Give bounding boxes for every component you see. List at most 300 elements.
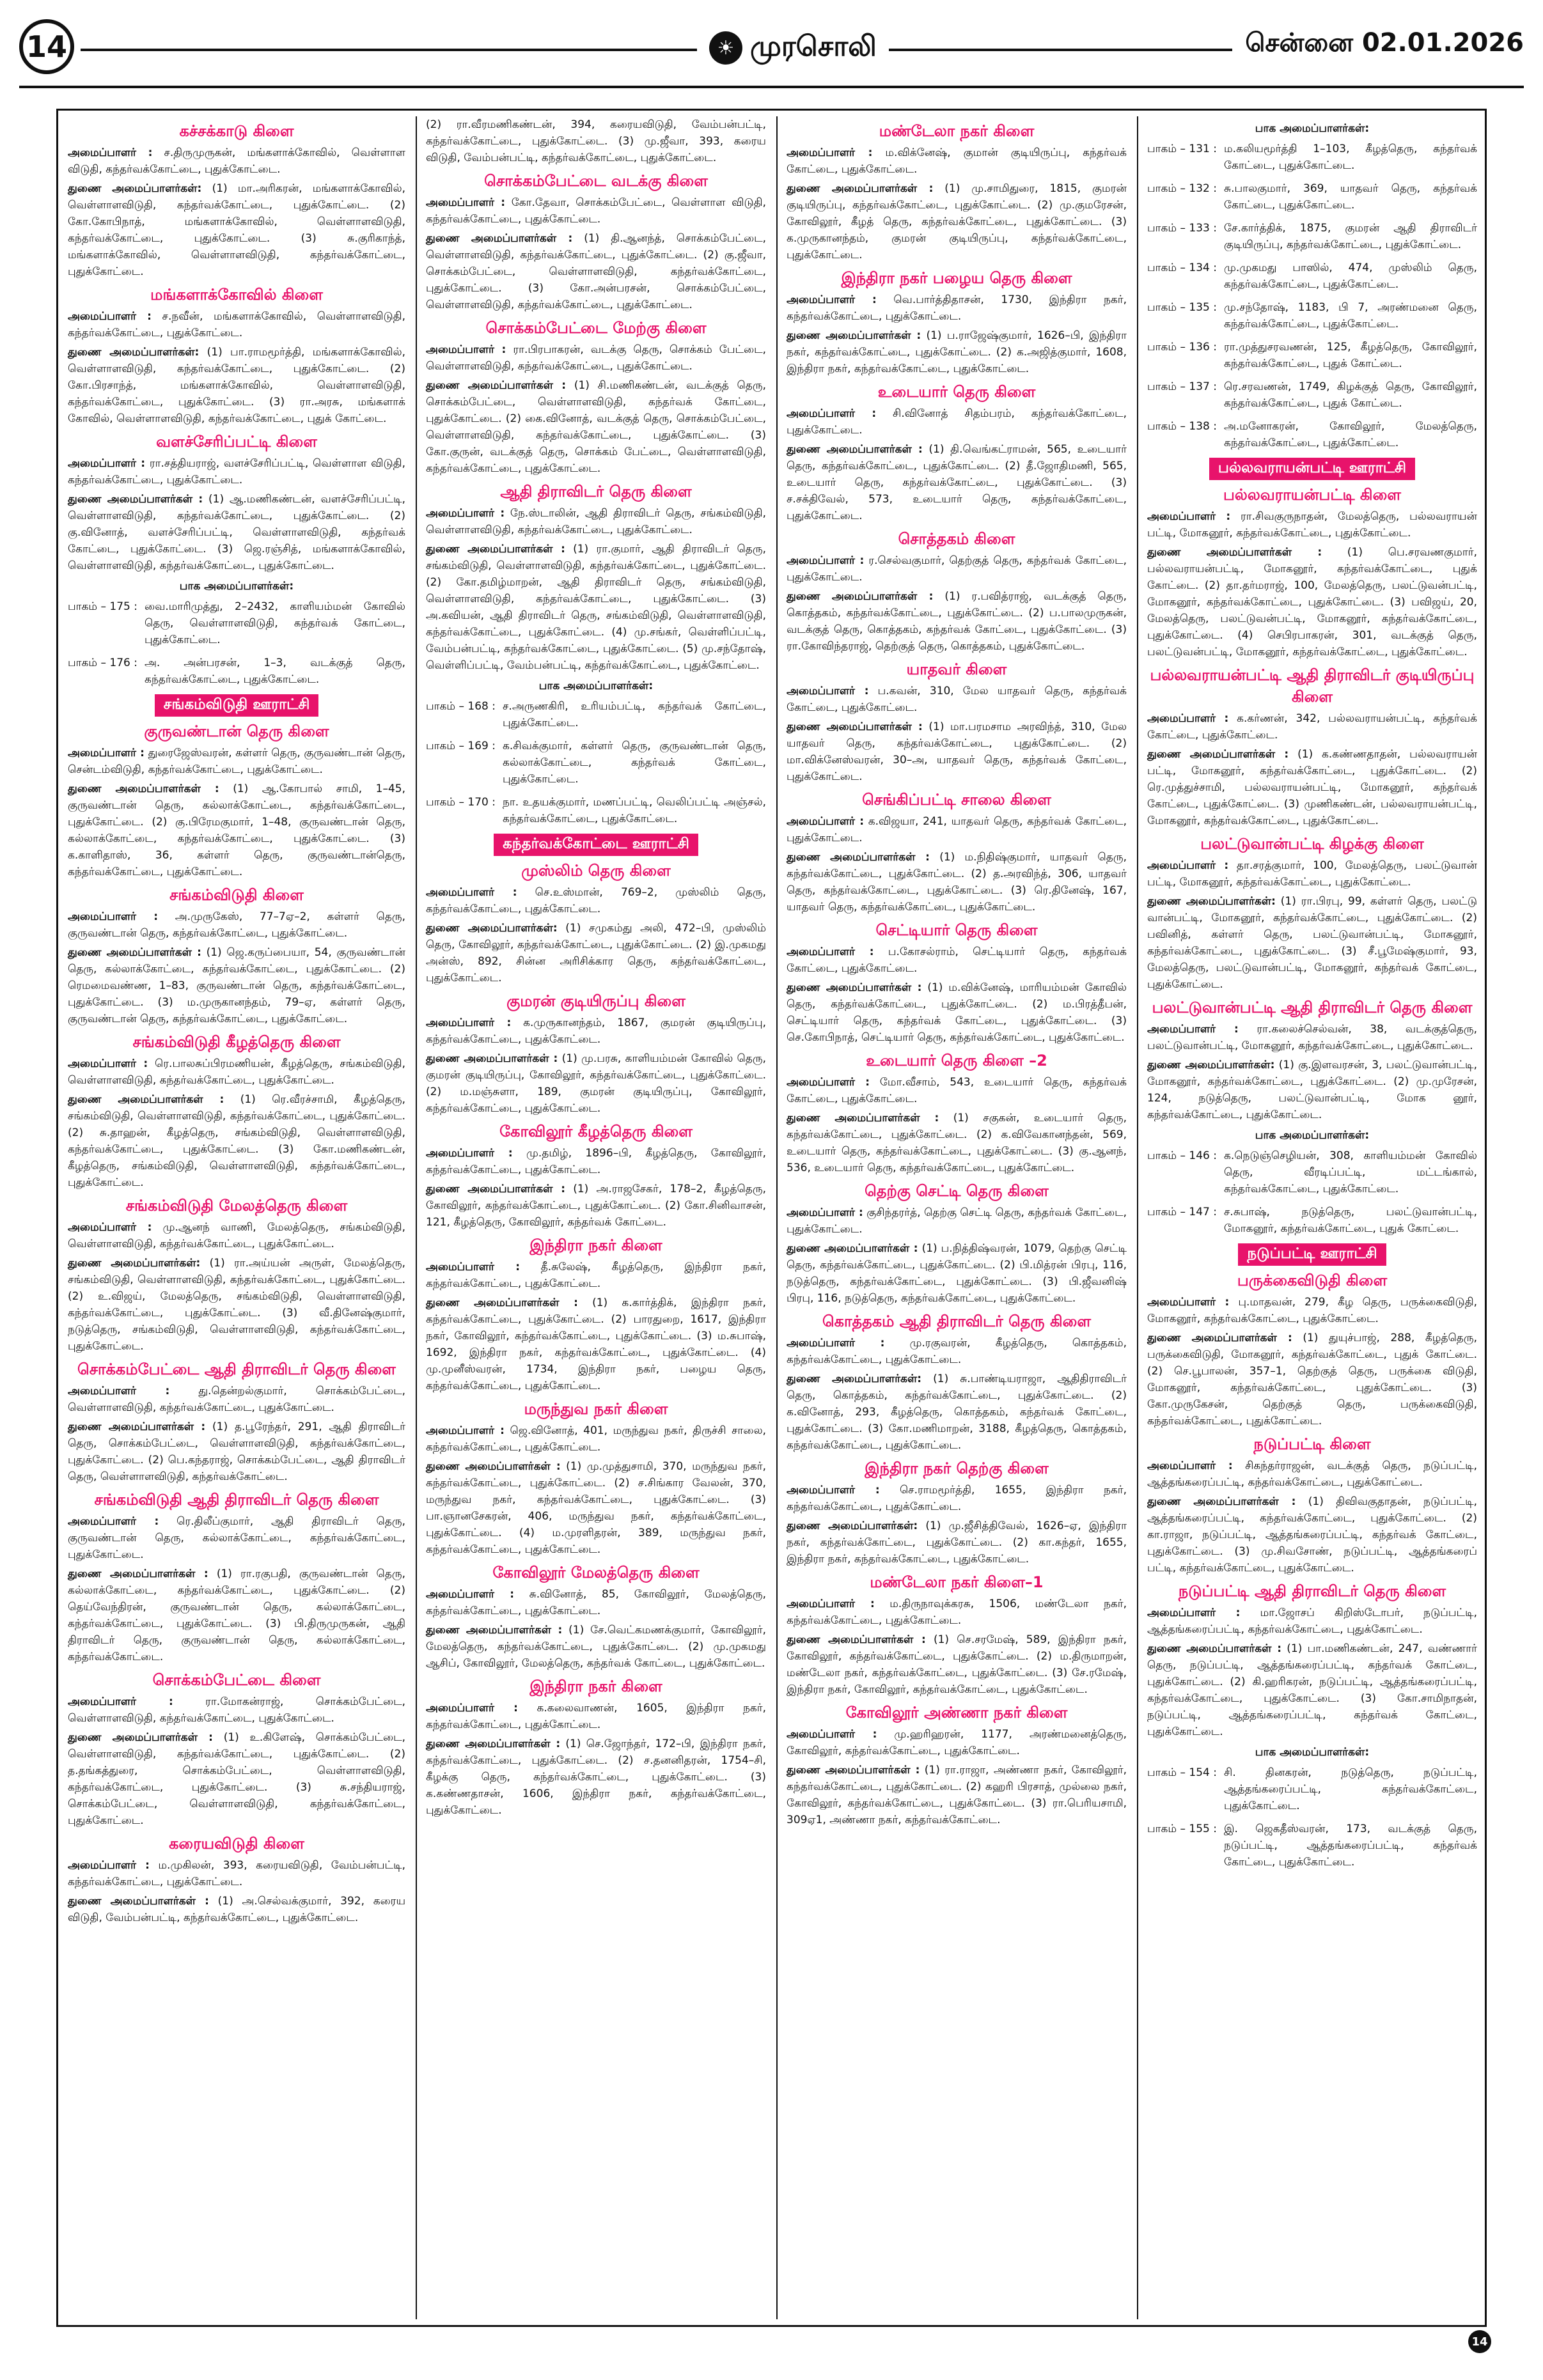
role-label: துணை அமைப்பாளர்கள் : <box>787 590 934 603</box>
member-entry <box>68 144 405 178</box>
member-entry <box>426 1622 766 1672</box>
entry-text: செ.ராமமூர்த்தி, 1655, இந்திரா நகர், கந்தர்வக்கோட்டை, புதுக்கோட்டை. <box>787 1484 1127 1513</box>
sub-heading: பாக அமைப்பாளர்கள்: <box>1255 1129 1370 1142</box>
entry-text: (1) ஜெ.கருப்பையா, 54, குருவண்டான் தெரு, கல்லாக்கோட்டை, கந்தர்வக்கோட்டை, புதுக்கோட்டை. (2) ரெமமைவண்ண, 1–83, குருவண்டான் தெரு, கந்தர்வக்கோட்டை, புதுக்கோட்டை. (3) ம.முருகானந்தம், 79–ஏ, கள்ளர் தெரு, குருவண்டான் தெரு, கந்தர்வக்கோட்டை, புதுக்கோட்டை. <box>68 946 406 1025</box>
member-entry <box>68 1419 405 1485</box>
member-entry <box>787 1110 1127 1176</box>
member-entry <box>1147 1294 1477 1327</box>
role-label: அமைப்பாளர் : <box>787 1598 875 1610</box>
entry-text: மு.ஆனந் வாணி, மேலத்தெரு, சங்கம்விடுதி, வெள்ளாளவிடுதி, கந்தர்வக்கோட்டை, புதுக்கோட்டை. <box>68 1221 406 1250</box>
panchayat-band: கந்தர்வக்கோட்டை ஊராட்சி <box>494 834 698 856</box>
bagam-row <box>1147 141 1477 174</box>
bagam-person: அ. அன்பரசன், 1–3, வடக்குத் தெரு, கந்தர்வக்கோட்டை, புதுக்கோட்டை. <box>145 657 405 686</box>
role-label: அமைப்பாளர் : <box>787 815 865 828</box>
column-divider <box>776 116 778 2319</box>
bagam-row <box>1147 260 1477 293</box>
role-label: துணை அமைப்பாளர்கள் : <box>68 1731 213 1744</box>
branch-heading: சங்கம்விடுதி கிளை <box>169 886 304 904</box>
member-entry <box>68 344 405 427</box>
member-entry <box>426 1586 766 1619</box>
member-entry <box>1147 1330 1477 1429</box>
member-entry <box>426 1015 766 1048</box>
role-label: துணை அமைப்பாளர்கள் : <box>68 1420 206 1433</box>
entry-text: (1) மா.அரிகரன், மங்களாக்கோவில், வெள்ளாளவிடுதி, கந்தர்வக்கோட்டை, புதுக்கோட்டை. (2) கோ.கோபிநாத், மங்களாக்கோவில், வெள்ளாளவிடுதி, கந்தர்வக்கோட்டை, புதுக்கோட்டை. (3) சு.குரிகாந்த், மங்களாக்கோவில், வெள்ளாளவிடுதி, கந்தர்வக்கோட்டை, புதுக்கோட்டை. <box>68 182 405 278</box>
entry-text: க.கலைவாணன், 1605, இந்திரா நகர், கந்தர்வக்கோட்டை, புதுக்கோட்டை. <box>426 1702 767 1731</box>
member-entry <box>787 552 1127 586</box>
member-entry <box>787 979 1127 1046</box>
entry-text: (1) திவிவகுதாதன், நடுப்பட்டி, ஆத்தங்கரைப்பட்டி, கந்தர்வக்கோட்டை, புதுக்கோட்டை. (2) கா.ராஜா, நடுப்பட்டி, ஆத்தங்கரைப்பட்டி, கந்தர்வக் கோட்டை, புதுக்கோட்டை. (3) மு.சிவசோண், நடுப்பட்டி, ஆத்தங்கரைப் பட்டி, கந்தர்வக்கோட்டை, புதுக்கோட்டை. <box>1147 1495 1478 1575</box>
role-label: துணை அமைப்பாளர்கள்: <box>68 1257 201 1270</box>
member-entry <box>787 849 1127 915</box>
panchayat-band: சங்கம்விடுதி ஊராட்சி <box>155 694 319 717</box>
role-label: அமைப்பாளர் : <box>426 507 505 520</box>
role-label: அமைப்பாளர் : <box>1147 510 1231 523</box>
member-entry <box>787 144 1127 178</box>
bagam-person: க.நெடுஞ்செழியன், 308, காளியம்மன் கோவில் தெரு, வீரடிப்பட்டி, மட்டங்கால், கந்தர்வக்கோட்டை, புதுக்கோட்டை. <box>1224 1149 1477 1195</box>
role-label: அமைப்பாளர் : <box>68 1859 150 1872</box>
member-entry <box>1147 746 1477 829</box>
branch-heading: முஸ்லிம் தெரு கிளை <box>521 862 671 880</box>
member-entry <box>426 1700 766 1733</box>
entry-text: குசிந்தரர்த், தெற்கு செட்டி தெரு, கந்தர்வக் கோட்டை, புதுக்கோட்டை. <box>787 1206 1127 1236</box>
entry-text: (1) அ.ராஜசேகர், 178–2, கீழத்தெரு, கோவிலூர், கந்தர்வக்கோட்டை, புதுக்கோட்டை. (2) கோ.சினிவாசன், 121, கீழத்தெரு, கோவிலூர், கந்தர்வக் கோட்டை. <box>426 1183 766 1229</box>
role-label: துணை அமைப்பாளர்கள்: <box>1147 1059 1275 1071</box>
member-entry <box>787 1204 1127 1238</box>
bagam-person: மு.முகமது பாஸில், 474, முஸ்லிம் தெரு, கந்தர்வக்கோட்டை, புதுக்கோட்டை. <box>1224 261 1477 291</box>
role-label: துணை அமைப்பாளர்கள் : <box>68 493 203 506</box>
bagam-person: சு.பாலகுமார், 369, யாதவர் தெரு, கந்தர்வக் கோட்டை, புதுக்கோட்டை. <box>1224 182 1477 212</box>
entry-text: ம.திருநாவுக்கரசு, 1506, மண்டேலா நகர், கந்தர்வக்கோட்டை, புதுக்கோட்டை. <box>787 1598 1127 1627</box>
role-label: அமைப்பாளர் : <box>787 1728 877 1741</box>
sub-heading: பாக அமைப்பாளர்கள்: <box>1255 122 1370 135</box>
entry-text: (1) ப.ராஜேஷ்குமார், 1626–பி, இந்திரா நகர், கந்தர்வக்கோட்டை, புதுக்கோட்டை. (2) க.அஜித்குமார், 1608, இந்திரா நகர், கந்தர்வக்கோட்டை, புதுக்கோட்டை. <box>787 329 1127 375</box>
bagam-number: பாகம் – 154 : <box>1147 1766 1217 1779</box>
role-label: துணை அமைப்பாளர்கள்: <box>426 922 558 935</box>
branch-heading: கோவிலூர் அண்ணா நகர் கிளை <box>845 1704 1068 1722</box>
branch-heading: மண்டேலா நகர் கிளை <box>879 122 1035 140</box>
role-label: துணை அமைப்பாளர்கள் : <box>787 182 934 195</box>
member-entry <box>426 1259 766 1292</box>
role-label: துணை அமைப்பாளர்கள் : <box>787 720 923 733</box>
bagam-person: அ.மனோகரன், கோவிலூர், மேலத்தெரு, கந்தர்வக்கோட்டை, புதுக்கோட்டை. <box>1224 420 1477 449</box>
role-label: துணை அமைப்பாளர்கள்: <box>68 182 202 195</box>
bagam-number: பாகம் – 137 : <box>1147 380 1217 393</box>
branch-heading: பல்லவராயன்பட்டி கிளை <box>1223 486 1401 504</box>
member-entry <box>1147 1605 1477 1638</box>
entry-text: (1) ரா.பிரபு, 99, கள்ளர் தெரு, பலட்டு வான்பட்டி, மோகனூர், கந்தர்வக்கோட்டை, புதுக்கோட்டை. (2) பவினித், கள்ளர் தெரு, பலட்டுவான்பட்டி, மோகனூர், கந்தர்வக்கோட்டை, புதுக்கோட்டை. (3) சீ.பூமேஷ்குமார், 93, மேலத்தெரு, பலட்டுவான்பட்டி, மோகனூர், கந்தர்வக் கோட்டை, புதுக்கோட்டை. <box>1147 895 1477 991</box>
column-divider <box>416 116 417 2319</box>
member-entry <box>1147 1458 1477 1491</box>
entry-text: (1) க.கார்த்திக், இந்திரா நகர், கந்தர்வக்கோட்டை, புதுக்கோட்டை. (2) பாரதுறை, 1617, இந்திரா நகர், கோவிலூர், கந்தர்வக்கோட்டை, புதுக்கோட்டை. (3) ம.சுபாஷ், 1692, இந்திரா நகர், கந்தர்வக்கோட்டை, புதுக்கோட்டை. (4) மு.முனீஸ்வரன், 1734, இந்திரா நகர், பழைய தெரு, கந்தர்வக்கோட்டை, புதுக்கோட்டை. <box>426 1296 767 1392</box>
member-entry <box>787 441 1127 524</box>
role-label: அமைப்பாளர் : <box>787 293 877 306</box>
branch-heading: இந்திரா நகர் கிளை <box>529 1236 662 1254</box>
role-label: துணை அமைப்பாளர்கள் : <box>426 1624 563 1637</box>
member-entry <box>68 455 405 488</box>
entry-text: (1) த.பூரேந்தர், 291, ஆதி திராவிடர் தெரு, சொக்கம்பேட்டை, வெள்ளாளவிடுதி, கந்தர்வக்கோட்டை, புதுக்கோட்டை. (2) பெ.கந்தராஜ், சொக்கம்பேட்டை, ஆதி திராவிடர் தெரு, வெள்ளாளவிடுதி, கந்தர்வக்கோட்டை. <box>68 1420 406 1483</box>
role-label: அமைப்பாளர் : <box>787 945 874 958</box>
entry-text: (1) ம.விக்னேஷ், மாரியம்மன் கோவில் தெரு, கந்தர்வக்கோட்டை, புதுக்கோட்டை. (2) ம.பிரத்தீபன், செட்டியார் தெரு, கந்தர்வக் கோட்டை, புதுக்கோட்டை. (3) செ.கோபிநாத், செட்டியார் தெரு, கந்தர்வக்கோட்டை, புதுக்கோட்டை. <box>787 981 1127 1044</box>
page-number-badge: 14 <box>19 19 74 74</box>
bagam-number: பாகம் – 133 : <box>1147 222 1217 235</box>
entry-text: மு.ஹரிஹரன், 1177, அரண்மனைத்தெரு, கோவிலூர், கந்தர்வக்கோட்டை, புதுக்கோட்டை. <box>787 1728 1127 1757</box>
member-entry <box>68 1566 405 1665</box>
paper-name: முரசொலி <box>750 29 877 63</box>
role-label: அமைப்பாளர் : <box>426 1016 512 1029</box>
member-entry <box>787 1596 1127 1629</box>
member-entry <box>426 230 766 313</box>
entry-text: ரா.பிரபாகரன், வடக்கு தெரு, சொக்கம் பேட்டை, வெள்ளாளவிடுதி, கந்தர்வக்கோட்டை, புதுக்கோட்டை. <box>426 343 767 373</box>
branch-heading: உடையார் தெரு கிளை <box>877 383 1036 401</box>
branch-heading: வளச்சேரிப்பட்டி கிளை <box>156 433 317 451</box>
member-entry <box>787 405 1127 439</box>
member-entry <box>68 1893 405 1926</box>
entry-text: ரெ.பாலசுப்பிரமணியன், கீழத்தெரு, சங்கம்விடுதி, வெள்ளாளவிடுதி, கந்தர்வக்கோட்டை, புதுக்கோட்டை. <box>68 1057 405 1087</box>
role-label: துணை அமைப்பாளர்கள் : <box>787 1764 920 1777</box>
bagam-number: பாகம் – 146 : <box>1147 1149 1217 1162</box>
entry-text: ஜெ.வினோத், 401, மருந்துவ நகர், திருச்சி சாலை, கந்தர்வக்கோட்டை, புதுக்கோட்டை. <box>426 1424 767 1454</box>
bagam-person: ச.அருணகிரி, உரியம்பட்டி, கந்தர்வக் கோட்டை, புதுக்கோட்டை. <box>503 700 766 729</box>
masthead <box>19 17 1524 88</box>
member-entry <box>426 920 766 986</box>
footer-page-number: 14 <box>1468 2330 1491 2353</box>
entry-text: மா.ஜோசப் கிறிஸ்டோபர், நடுப்பட்டி, ஆத்தங்கரைப்பட்டி, கந்தர்வக்கோட்டை, புதுக்கோட்டை. <box>1147 1606 1478 1636</box>
entry-text: (1) மா.பரமசாம அரவிந்த், 310, மேல யாதவர் தெரு, கந்தர்வக்கோட்டை, புதுக்கோட்டை. (2) மா.விக்னேஸ்வரன், 30–அ, யாதவர் தெரு, கந்தர்வக் கோட்டை, புதுக்கோட்டை. <box>787 720 1127 783</box>
member-entry <box>787 1762 1127 1828</box>
member-entry <box>787 944 1127 977</box>
role-label: அமைப்பாளர் : <box>68 1385 170 1397</box>
branch-heading: குமரன் குடியிருப்பு கிளை <box>506 992 685 1010</box>
bagam-number: பாகம் – 131 : <box>1147 143 1217 155</box>
bagam-row <box>1147 1204 1477 1237</box>
role-label: துணை அமைப்பாளர்கள் : <box>426 543 565 556</box>
member-entry <box>426 505 766 538</box>
member-entry <box>68 1255 405 1355</box>
entry-text: ச.திருமுருகன், மங்களாக்கோவில், வெள்ளாள விடுதி, கந்தர்வக்கோட்டை, புதுக்கோட்டை. <box>68 146 406 176</box>
role-label: துணை அமைப்பாளர்கள் : <box>68 782 219 795</box>
role-label: துணை அமைப்பாளர்கள் : <box>787 1633 926 1646</box>
entry-text: க.விஜயா, 241, யாதவர் தெரு, கந்தர்வக் கோட்டை, புதுக்கோட்டை. <box>787 815 1127 844</box>
member-entry <box>787 1240 1127 1307</box>
bagam-person: ரா.முத்துசரவணன், 125, கீழத்தெரு, கோவிலூர், கந்தர்வக்கோட்டை, புதுக் கோட்டை. <box>1224 341 1477 370</box>
member-entry <box>426 341 766 375</box>
entry-text: (1) சு.பாண்டியராஜா, ஆதிதிராவிடர் தெரு, கொத்தகம், கந்தர்வக்கோட்டை, புதுக்கோட்டை. (2) க.வினோத், 293, கீழத்தெரு, கொத்தகம், கந்தர்வக் கோட்டை, புதுக்கோட்டை. (3) கோ.மணிமாறன், 3188, கீழத்தெரு, கொத்தகம், கந்தர்வக்கோட்டை, புதுக்கோட்டை. <box>787 1373 1127 1452</box>
role-label: அமைப்பாளர் : <box>68 310 152 323</box>
bagam-person: நா. உதயக்குமார், மணப்பட்டி, வெலிப்பட்டி அஞ்சல், கந்தர்வக்கோட்டை, புதுக்கோட்டை. <box>503 796 766 825</box>
member-entry <box>787 180 1127 263</box>
role-label: அமைப்பாளர் : <box>426 1261 521 1273</box>
member-entry <box>68 1219 405 1252</box>
entry-text: (1) துயுச்பாஜ், 288, கீழத்தெரு, பருக்கைவிடுதி, மோகனூர், கந்தர்வக்கோட்டை, புதுக் கோட்டை. (2) செ.பூபாலன், 357–1, தெற்குத் தெரு, பருக்கை விடுதி, மோகனூர், கந்தர்வக்கோட்டை, புதுக்கோட்டை. (3) கோ.முருகேசன், தெற்குத் தெரு, பருக்கைவிடுதி, கந்தர்வக்கோட்டை, புதுக்கோட்டை. <box>1147 1332 1477 1427</box>
entry-text: (1) ரா.ரகுபதி, குருவண்டான் தெரு, கல்லாக்கோட்டை, கந்தர்வக்கோட்டை, புதுக்கோட்டை. (2) தெய்வேந்திரன், குருவண்டான் தெரு, கல்லாக்கோட்டை, கந்தர்வக்கோட்டை, புதுக்கோட்டை. (3) பி.திருமுருகன், ஆதி திராவிடர் தெரு, குருவண்டான் தெரு, கல்லாக்கோட்டை, கந்தர்வக்கோட்டை. <box>68 1567 406 1663</box>
branch-heading: மண்டேலா நகர் கிளை–1 <box>870 1573 1044 1591</box>
sub-heading: பாக அமைப்பாளர்கள்: <box>1255 1746 1370 1759</box>
issue-date: சென்னை 02.01.2026 <box>1232 28 1524 61</box>
branch-heading: ஆதி திராவிடர் தெரு கிளை <box>500 483 692 501</box>
panchayat-band: பல்லவராயன்பட்டி ஊராட்சி <box>1209 458 1415 480</box>
bagam-person: மு.சந்தோஷ், 1183, பி 7, அரண்மனை தெரு, கந்தர்வக்கோட்டை, புதுக்கோட்டை. <box>1224 301 1477 331</box>
bagam-number: பாகம் – 138 : <box>1147 420 1217 433</box>
member-entry <box>1147 1021 1477 1054</box>
entry-text: வெ.பார்த்திதாசன், 1730, இந்திரா நகர், கந்தர்வக்கோட்டை, புதுக்கோட்டை. <box>787 293 1127 323</box>
role-label: துணை அமைப்பாளர்கள்: <box>68 346 200 359</box>
entry-text: (1) செ.ஜோந்தர், 172–பி, இந்திரா நகர், கந்தர்வக்கோட்டை, புதுக்கோட்டை. (2) ச.தனனிதரன், 1754–சி, கீழக்கு தெரு, கந்தர்வக்கோட்டை, புதுக்கோட்டை. (3) க.கண்ணதாசன், 1606, இந்திரா நகர், கந்தர்வக்கோட்டை, புதுக்கோட்டை. <box>426 1738 766 1817</box>
role-label: துணை அமைப்பாளர்கள் : <box>787 443 923 456</box>
bagam-person: சே.கார்த்திக், 1875, குமரன் ஆதி திராவிடர் குடியிருப்பு, கந்தர்வக்கோட்டை, புதுக்கோட்டை. <box>1224 222 1477 251</box>
branch-heading: பருக்கைவிடுதி கிளை <box>1237 1272 1388 1289</box>
role-label: அமைப்பாளர் : <box>426 343 506 356</box>
bagam-number: பாகம் – 134 : <box>1147 261 1217 274</box>
masthead-title <box>697 26 889 70</box>
branch-heading: உடையார் தெரு கிளை –2 <box>866 1052 1047 1069</box>
role-label: அமைப்பாளர் : <box>787 1337 885 1349</box>
role-label: அமைப்பாளர் : <box>68 1221 152 1234</box>
member-entry <box>787 1726 1127 1759</box>
member-entry <box>1147 1640 1477 1740</box>
member-entry <box>68 908 405 942</box>
entry-text: (1) க.கண்ணதாதன், பல்லவராயன் பட்டி, மோகனூர், கந்தர்வக்கோட்டை, புதுக்கோட்டை. (2) ரெ.முத்துச்சாமி, பல்லவராயன்பட்டி, மோகனூர், கந்தர்வக் கோட்டை, புதுக்கோட்டை. (3) முணிகண்டன், பல்லவராயன்பட்டி, மோகனூர், கந்தர்வக்கோட்டை, புதுக்கோட்டை. <box>1147 748 1478 827</box>
role-label: துணை அமைப்பாளர்கள் : <box>1147 546 1322 559</box>
role-label: அமைப்பாளர் : <box>1147 1296 1230 1309</box>
member-entry <box>68 781 405 880</box>
column-3 <box>779 116 1134 2319</box>
bagam-person: ம.கலியமூர்த்தி 1–103, கீழத்தெரு, கந்தர்வக் கோட்டை, புதுக்கோட்டை. <box>1224 143 1477 172</box>
member-entry <box>787 1631 1127 1698</box>
member-entry <box>787 813 1127 846</box>
branch-heading: தெற்கு செட்டி தெரு கிளை <box>865 1182 1049 1200</box>
bagam-number: பாகம் – 169 : <box>426 740 496 752</box>
role-label: அமைப்பாளர் : <box>1147 1023 1239 1036</box>
entry-text: (1) தி.ஆனந்த், சொக்கம்பேட்டை, வெள்ளாளவிடுதி, கந்தர்வக்கோட்டை, புதுக்கோட்டை. (2) கு.ஜீவா, சொக்கம்பேட்டை, வெள்ளாளவிடுதி, கந்தர்வக்கோட்டை, புதுக்கோட்டை. (3) கோ.அன்பரசன், சொக்கம்பேட்டை, வெள்ளாளவிடுதி, கந்தர்வக்கோட்டை, புதுக்கோட்டை. <box>426 232 767 311</box>
bagam-number: பாகம் – 176 : <box>68 657 137 669</box>
entry-text: (1) ஆ.மணிகண்டன், வளச்சேரிப்பட்டி, வெள்ளாளவிடுதி, கந்தர்வக்கோட்டை, புதுக்கோட்டை. (2) கு.வினோத், வளச்சேரிப்பட்டி, வெள்ளாளவிடுதி, கந்தர்வக் கோட்டை, புதுக்கோட்டை. (3) ஜெ.ரஞ்சித், மங்களாக்கோவில், வெள்ளாளவிடுதி, கந்தர்வக்கோட்டை, புதுக்கோட்டை. <box>68 493 405 572</box>
member-entry <box>787 588 1127 655</box>
member-entry <box>1147 1057 1477 1123</box>
entry-text: ம.விக்னேஷ், குமான் குடியிருப்பு, கந்தர்வக் கோட்டை, புதுக்கோட்டை. <box>787 146 1127 176</box>
member-entry <box>68 180 405 280</box>
branch-heading: இந்திரா நகர் கிளை <box>529 1677 662 1695</box>
member-entry <box>68 1693 405 1727</box>
role-label: துணை அமைப்பாளர்கள் : <box>787 981 922 994</box>
role-label: அமைப்பாளர் : <box>426 1588 515 1601</box>
member-entry <box>426 884 766 917</box>
entry-text: ரா.சத்தியராஜ், வளச்சேரிப்பட்டி, வெள்ளாள விடுதி, கந்தர்வக்கோட்டை, புதுக்கோட்டை. <box>68 457 406 486</box>
branch-heading: சொத்தகம் கிளை <box>898 530 1015 548</box>
entry-text: ப.கோசல்ராம், செட்டியார் தெரு, கந்தர்வக் கோட்டை, புதுக்கோட்டை. <box>787 945 1127 975</box>
member-entry <box>787 327 1127 377</box>
branch-heading: யாதவர் கிளை <box>906 660 1007 678</box>
branch-heading: சங்கம்விடுதி ஆதி திராவிடர் தெரு கிளை <box>94 1491 379 1509</box>
member-entry <box>68 1383 405 1416</box>
role-label: அமைப்பாளர் : <box>68 1057 148 1070</box>
bagam-number: பாகம் – 132 : <box>1147 182 1217 195</box>
branch-heading: கச்சக்காடு கிளை <box>179 122 294 140</box>
member-entry <box>1147 710 1477 743</box>
bagam-row <box>1147 1821 1477 1871</box>
role-label: துணை அமைப்பாளர்கள் : <box>426 379 567 392</box>
role-label: அமைப்பாளர் : <box>68 747 145 759</box>
role-label: துணை அமைப்பாளர்கள்: <box>787 1520 918 1532</box>
entry-text: க.கர்ணன், 342, பல்லவராயன்பட்டி, கந்தர்வக் கோட்டை, புதுக்கோட்டை. <box>1147 712 1478 742</box>
entry-text: மோ.வீசாம், 543, உடையார் தெரு, கந்தர்வக் கோட்டை, புதுக்கோட்டை. <box>787 1076 1127 1105</box>
entry-text: ப.கவன், 310, மேல யாதவர் தெரு, கந்தர்வக் கோட்டை, புதுக்கோட்டை. <box>787 685 1127 714</box>
member-entry <box>426 1145 766 1178</box>
member-entry <box>1147 893 1477 993</box>
bagam-person: இ. ஜெகதீஸ்வரன், 173, வடக்குத் தெரு, நடுப்பட்டி, ஆத்தங்கரைப்பட்டி, கந்தர்வக் கோட்டை, புதுக்கோட்டை. <box>1224 1823 1477 1869</box>
role-label: துணை அமைப்பாளர்கள்: <box>1147 895 1276 908</box>
entry-text: செ.உஸ்மான், 769–2, முஸ்லிம் தெரு, கந்தர்வக்கோட்டை, புதுக்கோட்டை. <box>426 886 766 915</box>
member-entry <box>787 683 1127 716</box>
entry-text: (1) கு.இளவரசன், 3, பலட்டுவான்பட்டி, மோகனூர், கந்தர்வக்கோட்டை, புதுக்கோட்டை. (2) மு.முரேசன், 124, நடுத்தெரு, பலட்டுவான்பட்டி, மோக னூர், கந்தர்வக்கோட்டை, புதுக்கோட்டை. <box>1147 1059 1477 1121</box>
role-label: துணை அமைப்பாளர்கள் : <box>1147 1495 1296 1508</box>
role-label: அமைப்பாளர் : <box>426 1424 505 1437</box>
bagam-row <box>426 794 766 827</box>
branch-heading: செட்டியார் தெரு கிளை <box>875 921 1038 939</box>
role-label: அமைப்பாளர் : <box>426 1147 513 1160</box>
branch-heading: பலட்டுவான்பட்டி கிழக்கு கிளை <box>1200 835 1424 853</box>
entry-text: (1) ம.நிதிஷ்குமார், யாதவர் தெரு, கந்தர்வக்கோட்டை, புதுக்கோட்டை. (2) த.அரவிந்த், 306, யாதவர் தெரு, கந்தர்வக்கோட்டை, புதுக்கோட்டை. (3) ரெ.தினேஷ், 167, யாதவர் தெரு, கந்தர்வக்கோட்டை, புதுக்கோட்டை. <box>787 851 1127 914</box>
entry-text: மு.தமிழ், 1896–பி, கீழத்தெரு, கோவிலூர், கந்தர்வக்கோட்டை, புதுக்கோட்டை. <box>426 1147 767 1176</box>
bagam-number: பாகம் – 147 : <box>1147 1206 1217 1218</box>
entry-text: சிகந்தர்ராஜன், வடக்குத் தெரு, நடுப்பட்டி, ஆத்தங்கரைப்பட்டி, கந்தர்வக்கோட்டை, புதுக்கோட்டை. <box>1147 1459 1478 1489</box>
entry-text: க.முருகானந்தம், 1867, குமரன் குடியிருப்பு, கந்தர்வக்கோட்டை, புதுக்கோட்டை. <box>426 1016 767 1046</box>
entry-text: ரெ.திலீப்குமார், ஆதி திராவிடர் தெரு, குருவண்டான் தெரு, கல்லாக்கோட்டை, கந்தர்வக்கோட்டை, புதுக்கோட்டை. <box>68 1515 406 1561</box>
branch-heading: இந்திரா நகர் தெற்கு கிளை <box>865 1459 1049 1477</box>
bagam-person: ரெ.சரவணன், 1749, கிழக்குத் தெரு, கோவிலூர், கந்தர்வக்கோட்டை, புதுக் கோட்டை. <box>1224 380 1477 410</box>
branch-heading: நடுப்பட்டி ஆதி திராவிடர் தெரு கிளை <box>1178 1582 1446 1600</box>
bagam-row <box>1147 339 1477 372</box>
role-label: அமைப்பாளர் : <box>1147 1606 1241 1619</box>
column-1 <box>60 116 413 2319</box>
branch-heading: சங்கம்விடுதி மேலத்தெரு கிளை <box>125 1197 348 1215</box>
entry-text: நே.ஸ்டாலின், ஆதி திராவிடர் தெரு, சங்கம்விடுதி, வெள்ளாளவிடுதி, கந்தர்வக்கோட்டை, புதுக்கோட்டை. <box>426 507 767 536</box>
role-label: அமைப்பாளர் : <box>68 1695 173 1708</box>
panchayat-band: நடுப்பட்டி ஊராட்சி <box>1238 1243 1386 1266</box>
role-label: அமைப்பாளர் : <box>787 554 865 567</box>
member-entry <box>68 1091 405 1191</box>
bagam-number: பாகம் – 175 : <box>68 600 137 613</box>
role-label: துணை அமைப்பாளர்கள் : <box>1147 1332 1292 1344</box>
bagam-row <box>68 655 405 688</box>
entry-text: (1) ரா.அய்யன் அருள், மேலத்தெரு, சங்கம்விடுதி, வெள்ளாளவிடுதி, கந்தர்வக்கோட்டை, புதுக்கோட்டை. (2) உ.விஜய், மேலத்தெரு, சங்கம்விடுதி, வெள்ளாளவிடுதி, கந்தர்வக்கோட்டை, புதுக்கோட்டை. (3) வீ.தினேஷ்குமார், நடுத்தெரு, சங்கம்விடுதி, வெள்ளாளவிடுதி, கந்தர்வக்கோட்டை, புதுக்கோட்டை. <box>68 1257 405 1353</box>
entry-text: (1) செ.சரமேஷ், 589, இந்திரா நகர், கோவிலூர், கந்தர்வக்கோட்டை, புதுக்கோட்டை. (2) ம.திருமாறன், மண்டேலா நகர், கந்தர்வக்கோட்டை, புதுக்கோட்டை. (3) சே.ரமேஷ், இந்திரா நகர், கோவிலூர், கந்தர்வக்கோட்டை, புதுக்கோட்டை. <box>787 1633 1127 1696</box>
bagam-row <box>1147 1147 1477 1197</box>
member-entry <box>787 1074 1127 1107</box>
role-label: அமைப்பாளர் : <box>426 886 517 899</box>
role-label: அமைப்பாளர் : <box>787 1484 880 1497</box>
sub-heading: பாக அமைப்பாளர்கள்: <box>179 580 294 593</box>
member-entry <box>68 944 405 1027</box>
member-entry <box>68 745 405 778</box>
bagam-row <box>1147 1764 1477 1814</box>
bagam-row <box>68 598 405 648</box>
bagam-number: பாகம் – 136 : <box>1147 341 1217 354</box>
sub-heading: பாக அமைப்பாளர்கள்: <box>538 680 654 692</box>
entry-text: (1) ஆ.கோபால் சாமி, 1–45, குருவண்டான் தெரு, கல்லாக்கோட்டை, கந்தர்வக்கோட்டை, புதுக்கோட்டை. (2) கு.பிரேமகுமார், 1–48, குருவண்டான் தெரு, கல்லாக்கோட்டை, கந்தர்வக்கோட்டை, புதுக்கோட்டை. (3) க.காளிதாஸ், 36, கள்ளர் தெரு, குருவண்டான்தெரு, கந்தர்வக்கோட்டை, புதுக்கோட்டை. <box>68 782 406 878</box>
bagam-number: பாகம் – 155 : <box>1147 1823 1217 1835</box>
masthead-rule-left <box>81 49 697 51</box>
role-label: துணை அமைப்பாளர்கள் : <box>426 1460 561 1473</box>
bagam-row <box>426 698 766 731</box>
entry-text: (1) பா.மணிகண்டன், 247, வண்ணார் தெரு, நடுப்பட்டி, ஆத்தங்கரைப்பட்டி, கந்தர்வக் கோட்டை, புதுக்கோட்டை. (2) கி.ஹரிகரன், நடுப்பட்டி, ஆத்தங்கரைப்பட்டி, கந்தர்வக்கோட்டை, புதுக்கோட்டை. (3) கோ.சாமிநாதன், நடுப்பட்டி, ஆத்தங்கரைப்பட்டி, கந்தர்வக் கோட்டை, புதுக்கோட்டை. <box>1147 1642 1478 1738</box>
member-entry <box>426 1295 766 1394</box>
bagam-person: க.சிவக்குமார், கள்ளர் தெரு, குருவண்டான் தெரு, கல்லாக்கோட்டை, கந்தர்வக் கோட்டை, புதுக்கோட்டை. <box>503 740 766 786</box>
member-entry <box>426 116 766 166</box>
branch-heading: கொத்தகம் ஆதி திராவிடர் தெரு கிளை <box>822 1312 1092 1330</box>
bagam-row <box>1147 418 1477 451</box>
member-entry <box>426 377 766 477</box>
role-label: அமைப்பாளர் : <box>787 407 877 420</box>
member-entry <box>68 1857 405 1890</box>
role-label: அமைப்பாளர் : <box>426 1702 518 1715</box>
role-label: துணை அமைப்பாளர்கள் : <box>787 1112 939 1124</box>
member-entry <box>1147 508 1477 541</box>
entry-text: பு.மாதவன், 279, கீழ தெரு, பருக்கைவிடுதி, மோகனூர், கந்தர்வக்கோட்டை, புதுக்கோட்டை. <box>1147 1296 1478 1325</box>
role-label: அமைப்பாளர் : <box>426 196 506 209</box>
entry-text: ம.முகிலன், 393, கரையவிடுதி, வேம்பன்பட்டி, கந்தர்வக்கோட்டை, புதுக்கோட்டை. <box>68 1859 406 1888</box>
entry-text: ச.நவீன், மங்களாக்கோவில், வெள்ளாளவிடுதி, கந்தர்வக்கோட்டை, புதுக்கோட்டை. <box>68 310 406 339</box>
branch-heading: கரையவிடுதி கிளை <box>169 1835 304 1853</box>
member-entry <box>426 194 766 228</box>
role-label: துணை அமைப்பாளர்கள் : <box>68 946 201 959</box>
entry-text: (2) ரா.வீரமணிகண்டன், 394, கரையவிடுதி, வேம்பன்பட்டி, கந்தர்வக்கோட்டை, புதுக்கோட்டை. (3) மு.ஜீவா, 393, கரைய விடுதி, வேம்பன்பட்டி, கந்தர்வக்கோட்டை, புதுக்கோட்டை. <box>426 118 766 164</box>
entry-text: (1) பா.ராமமூர்த்தி, மங்களாக்கோவில், வெள்ளாளவிடுதி, கந்தர்வக்கோட்டை, புதுக்கோட்டை. (2) கோ.பிரசாந்த், மங்களாக்கோவில், வெள்ளாளவிடுதி, கந்தர்வக்கோட்டை, புதுக்கோட்டை. (3) ரா.அரசு, மங்களாக் கோவில், வெள்ளாளவிடுதி, கந்தர்வக்கோட்டை, புதுக் கோட்டை. <box>68 346 405 425</box>
role-label: துணை அமைப்பாளர்கள் : <box>787 851 930 864</box>
branch-heading: பல்லவராயன்பட்டி ஆதி திராவிடர் குடியிருப்பு கிளை <box>1150 666 1475 706</box>
entry-text: ரா.சிவகுருநாதன், மேலத்தெரு, பல்லவராயன் பட்டி, மோகனூர், கந்தர்வக்கோட்டை, புதுக்கோட்டை. <box>1147 510 1477 540</box>
branch-heading: சொக்கம்பேட்டை வடக்கு கிளை <box>484 172 708 190</box>
role-label: துணை அமைப்பாளர்கள் : <box>426 232 573 245</box>
branch-heading: செங்கிப்பட்டி சாலை கிளை <box>862 791 1051 809</box>
bagam-row <box>1147 180 1477 214</box>
entry-text: (1) சி.மணிகண்டன், வடக்குத் தெரு, சொக்கம்பேட்டை, வெள்ளாளவிடுதி, கந்தர்வக் கோட்டை, புதுக்கோட்டை. (2) கை.வினோத், வடக்குத் தெரு, சொக்கம்பேட்டை, வெள்ளாளவிடுதி, கந்தர்வக்கோட்டை, புதுக்கோட்டை. (3) கோ.குருன், வடக்குத் தெரு, சொக்கம் பேட்டை, வெள்ளாளவிடுதி, கந்தர்வக்கோட்டை, புதுக்கோட்டை. <box>426 379 767 475</box>
bagam-person: ச.சுபாஷ், நடுத்தெரு, பலட்டுவான்பட்டி, மோகனூர், கந்தர்வக்கோட்டை, புதுக் கோட்டை. <box>1224 1206 1477 1235</box>
entry-text: (1) சகுகன், உடையார் தெரு, கந்தர்வக்கோட்டை, புதுக்கோட்டை. (2) க.விவேகானந்தன், 569, உடையார் தெரு, கந்தர்வக்கோட்டை, புதுக்கோட்டை. (3) கு.ஆனந், 536, உடையார் தெரு, கந்தர்வக்கோட்டை, புதுக்கோட்டை. <box>787 1112 1127 1174</box>
entry-text: சி.வினோத் சிதம்பரம், கந்தர்வக்கோட்டை, புதுக்கோட்டை. <box>787 407 1127 437</box>
entry-text: ரா.கலைச்செல்வன், 38, வடக்குத்தெரு, பலட்டுவான்பட்டி, மோகனூர், கந்தர்வக்கோட்டை, புதுக்கோட்டை. <box>1147 1023 1478 1052</box>
branch-heading: கோவிலூர் கீழத்தெரு கிளை <box>499 1123 693 1140</box>
member-entry <box>426 541 766 674</box>
entry-text: சு.வினோத், 85, கோவிலூர், மேலத்தெரு, கந்தர்வக்கோட்டை, புதுக்கோட்டை. <box>426 1588 766 1617</box>
entry-text: (1) உ.கிளேஷ், சொக்கம்பேட்டை, வெள்ளாளவிடுதி, கந்தர்வக்கோட்டை, புதுக்கோட்டை. (2) த.தங்கத்துரை, சொக்கம்பேட்டை, வெள்ளாளவிடுதி, கந்தர்வக்கோட்டை, புதுக்கோட்டை. (3) சு.சந்தியராஜ், சொக்கம்பேட்டை, வெள்ளாளவிடுதி, கந்தர்வக்கோட்டை, புதுக்கோட்டை. <box>68 1731 406 1827</box>
entry-text: (1) மு.பரசு, காளியம்மன் கோவில் தெரு, குமரன் குடியிருப்பு, கோவிலூர், கந்தர்வக்கோட்டை, புதுக்கோட்டை. (2) ம.மஞ்சுளா, 189, குமரன் குடியிருப்பு, கோவிலூர், கந்தர்வக்கோட்டை, புதுக்கோட்டை. <box>426 1052 767 1115</box>
role-label: துணை அமைப்பாளர்கள்: <box>787 1373 922 1385</box>
entry-text: (1) மு.ஜீசித்திவேல், 1626–ஏ, இந்திரா நகர், கந்தர்வக்கோட்டை, புதுக்கோட்டை. (2) கா.கந்தர், 1655, இந்திரா நகர், கந்தர்வக்கோட்டை, புதுக்கோட்டை. <box>787 1520 1127 1566</box>
member-entry <box>68 1513 405 1563</box>
entry-text: (1) சமுகம்து அலி, 472–பி, முஸ்லிம் தெரு, கோவிலூர், கந்தர்வக்கோட்டை, புதுக்கோட்டை. (2) இ.முகமது அன்ஸ், 892, சின்ன அரிசிக்கார தெரு, கந்தர்வக்கோட்டை, புதுக்கோட்டை. <box>426 922 767 984</box>
member-entry <box>1147 1493 1477 1576</box>
bagam-number: பாகம் – 170 : <box>426 796 496 809</box>
member-entry <box>426 1458 766 1558</box>
entry-text: (1) ரா.ராஜா, அண்ணா நகர், கோவிலூர், கந்தர்வக்கோட்டை, புதுக்கோட்டை. (2) கஹரி பிரசாத், முல்லை நகர், கோவிலூர், கந்தர்வக்கோட்டை, புதுக்கோட்டை. (3) ரா.பெரியசாமி, 309ஏ1, அண்ணா நகர், கந்தர்வக்கோட்டை. <box>787 1764 1127 1826</box>
entry-text: கோ.தேவா, சொக்கம்பேட்டை, வெள்ளாள விடுதி, கந்தர்வக்கோட்டை, புதுக்கோட்டை. <box>426 196 767 226</box>
member-entry <box>1147 857 1477 891</box>
member-entry <box>787 1518 1127 1567</box>
column-divider <box>1137 116 1138 2319</box>
entry-text: அ.முருகேஸ், 77–7ஏ–2, கள்ளர் தெரு, குருவண்டான் தெரு, கந்தர்வக்கோட்டை, புதுக்கோட்டை. <box>68 910 406 940</box>
role-label: அமைப்பாளர் : <box>787 1206 863 1219</box>
member-entry <box>68 308 405 341</box>
entry-text: மு.ரகுவரன், கீழத்தெரு, கொத்தகம், கந்தர்வக்கோட்டை, புதுக்கோட்டை. <box>787 1337 1127 1366</box>
branch-heading: சங்கம்விடுதி கீழத்தெரு கிளை <box>132 1033 341 1051</box>
entry-text: (1) ப.நித்திஷ்வரன், 1079, தெற்கு செட்டி தெரு, கந்தர்வக்கோட்டை, புதுக்கோட்டை. (2) பி.மித்ரன் பிரபு, 116, நடுத்தெரு, கந்தர்வக்கோட்டை, புதுக்கோட்டை. (3) பி.ஜீவனிஷ் பிரபு, 116, நடுத்தெரு, கந்தர்வக்கோட்டை, புதுக்கோட்டை. <box>787 1242 1127 1305</box>
member-entry <box>68 1055 405 1089</box>
role-label: அமைப்பாளர் : <box>68 146 153 159</box>
bagam-row <box>1147 220 1477 253</box>
member-entry <box>787 1371 1127 1454</box>
entry-text: (1) அ.செல்வக்குமார், 392, கரைய விடுதி, வேம்பன்பட்டி, கந்தர்வக்கோட்டை, புதுக்கோட்டை. <box>68 1895 406 1924</box>
member-entry <box>787 1482 1127 1515</box>
